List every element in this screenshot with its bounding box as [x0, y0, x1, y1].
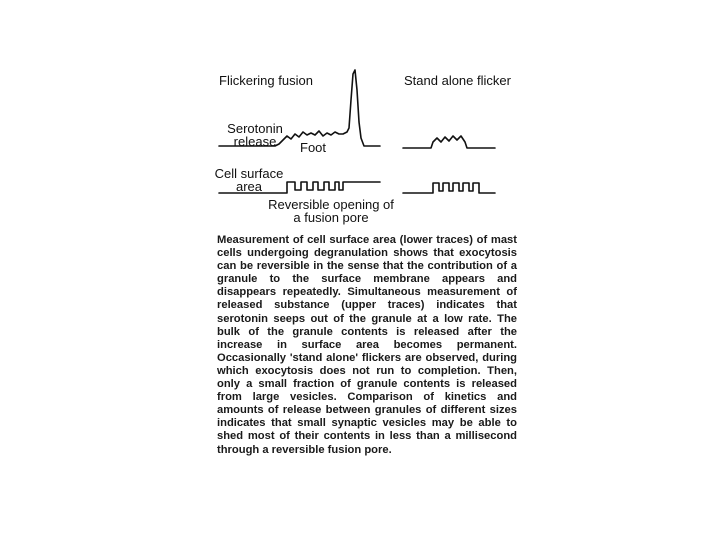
cell-surface-label-line2: area [235, 179, 263, 194]
cell-surface-label-line1: Cell surface [214, 166, 284, 181]
figure-panel [205, 60, 525, 460]
fusion-pore-label-line1: Reversible opening of [268, 197, 394, 212]
left-panel-title: Flickering fusion [219, 73, 313, 88]
traces-graphic [205, 60, 525, 235]
serotonin-label-line1: Serotonin [227, 121, 283, 136]
figure-caption: Measurement of cell surface area (lower traces) of mast cells undergoing degranulation shows that exocytosis can be reversible in the sense that the contribution of a granule to the surface membrane appears and disappears repeatedly. Simultaneous measurement of released substance (upper traces) indicates that serotonin seeps out of the granule at a low rate. The bulk of the granule contents is released after the increase in surface area becomes permanent. Occasionally 'stand alone' flickers are observed, during which exocytosis does not run to completion. Then, only a small fraction of granule contents is released from large vesicles. Comparison of kinetics and amounts of release between granules of different sizes indicates that small synaptic vesicles may be able to shed most of their contents in less than a millisecond through a reversible fusion pore. [217, 234, 517, 456]
right-panel-title: Stand alone flicker [404, 73, 511, 88]
serotonin-release-trace-standalone [403, 136, 495, 148]
cell-surface-trace-flicker [219, 182, 380, 193]
foot-label: Foot [300, 140, 327, 155]
fusion-pore-label-line2: a fusion pore [293, 210, 369, 225]
serotonin-label-line2: release [233, 134, 277, 149]
cell-surface-trace-standalone [403, 183, 495, 193]
